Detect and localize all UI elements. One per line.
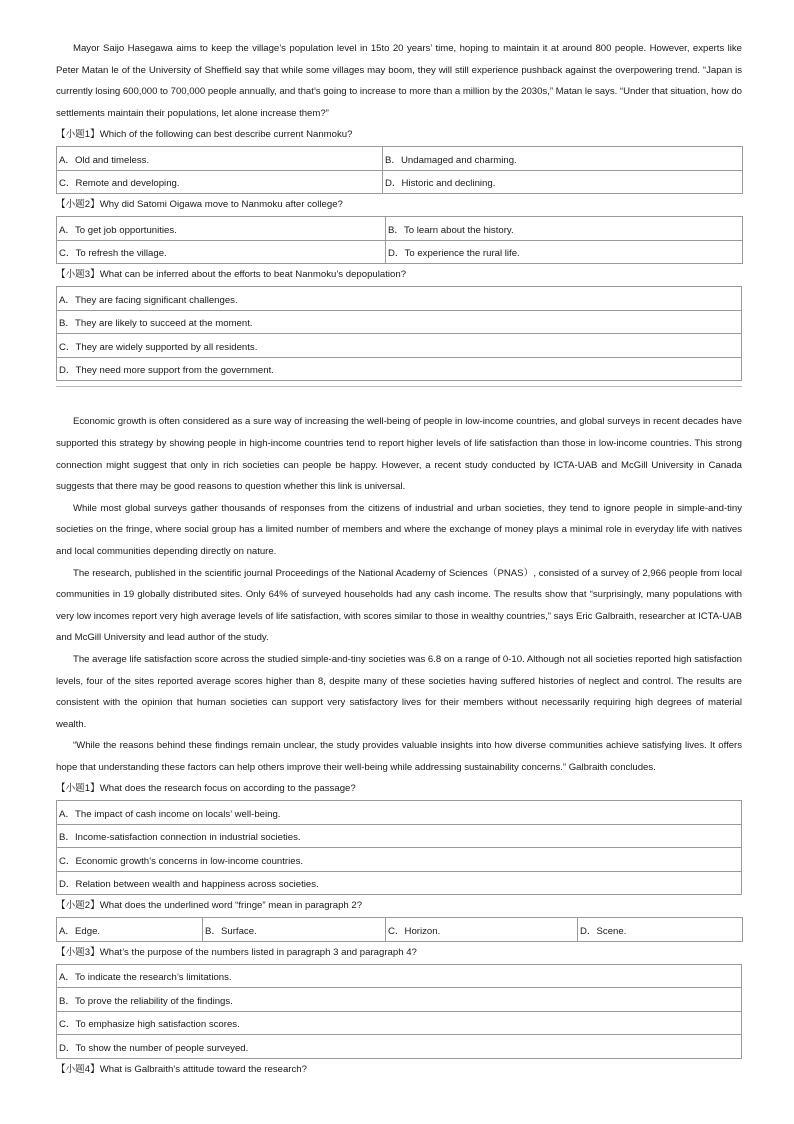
option-a[interactable]: A．They are facing significant challenges. <box>57 287 742 311</box>
option-a[interactable]: A．Old and timeless. <box>57 147 383 171</box>
option-b[interactable]: B．To learn about the history. <box>386 217 743 241</box>
question-stem: 【小题1】What does the research focus on according to the passage? <box>56 783 356 795</box>
options-table-2x2 <box>56 146 743 194</box>
passage-d-paragraph-2: While most global surveys gather thousands of responses from the citizens of industrial and urban societies, they tend to ignore people in simple-and-tiny societies on the fringe, where social group has a limited number of members and where the exchange of money plays a minimal role in everyday life with natives and local communities depending directly on nature. <box>56 502 742 557</box>
question-stem: 【小题4】What is Galbraith’s attitude toward the research? <box>56 1063 307 1075</box>
passage-d-paragraph-1: Economic growth is often considered as a sure way of increasing the well-being of people in low-income countries, and global surveys in recent decades have supported this strategy by showing people in high-income countries tend to report higher levels of life satisfaction than those in low-income countries. This strong connection might suggest that only in rich societies can people be happy. However, a recent study conducted by ICTA-UAB and McGill University in Canada suggests that there may be good reasons to question whether this link is universal. <box>56 416 742 493</box>
option-d[interactable]: D．They need more support from the government. <box>57 357 742 381</box>
option-d[interactable]: D．Scene. <box>578 918 743 942</box>
passage-d-paragraph-5: “While the reasons behind these findings remain unclear, the study provides valuable insights into how diverse communities achieve satisfying lives. It offers hope that understanding these factors can help others improve their well-being while addressing sustainability concerns.” Galbraith concludes. <box>56 740 742 773</box>
option-c[interactable]: C．Economic growth’s concerns in low-income countries. <box>57 848 742 872</box>
option-d[interactable]: D．To show the number of people surveyed. <box>57 1035 742 1059</box>
option-b[interactable]: B．Surface. <box>203 918 386 942</box>
options-table-4x1 <box>56 286 742 381</box>
option-d[interactable]: D．Historic and declining. <box>383 170 743 194</box>
option-b[interactable]: B．They are likely to succeed at the moment. <box>57 310 742 334</box>
question-stem: 【小题1】Which of the following can best describe current Nanmoku? <box>56 129 353 141</box>
option-a[interactable]: A．To indicate the research’s limitations. <box>57 964 742 988</box>
option-a[interactable]: A．The impact of cash income on locals’ well-being. <box>57 801 742 825</box>
option-d[interactable]: D．To experience the rural life. <box>386 240 743 264</box>
option-b[interactable]: B．To prove the reliability of the findings. <box>57 988 742 1012</box>
option-a[interactable]: A．Edge. <box>57 918 203 942</box>
exam-page <box>56 38 742 1081</box>
options-table-4x1 <box>56 964 742 1059</box>
passage-d-paragraph-4: The average life satisfaction score across the studied simple-and-tiny societies was 6.8 on a range of 0-10. Although not all societies reported high satisfaction levels, four of the sites reported average scores higher than 8, despite many of these societies having suffered histories of neglect and control. The results are consistent with the opinion that human societies can support very satisfactory lives for their members without necessarily requiring high degrees of material wealth. <box>56 653 742 730</box>
question-stem: 【小题3】What can be inferred about the efforts to beat Nanmoku’s depopulation? <box>56 269 407 281</box>
question-stem: 【小题3】What’s the purpose of the numbers listed in paragraph 3 and paragraph 4? <box>56 946 417 958</box>
options-table-2x2 <box>56 216 743 264</box>
option-a[interactable]: A．To get job opportunities. <box>57 217 386 241</box>
option-c[interactable]: C．Horizon. <box>386 918 578 942</box>
option-c[interactable]: C．They are widely supported by all residents. <box>57 334 742 358</box>
options-table-1x4 <box>56 917 743 942</box>
option-c[interactable]: C．To emphasize high satisfaction scores. <box>57 1011 742 1035</box>
option-d[interactable]: D．Relation between wealth and happiness across societies. <box>57 871 742 895</box>
passage-c-paragraph: Mayor Saijo Hasegawa aims to keep the village’s population level in 15to 20 years’ time, hoping to maintain it at around 800 people. However, experts like Peter Matan le of the University of Sheffield say that while some villages may boom, they will still experience pushback against the overpowering trend. “Japan is currently losing 600,000 to 700,000 people annually, and that’s going to increase to more than a million by the 2030s,” Matan le says. “Under that situation, how do settlements maintain their populations, let alone increase them?” <box>56 43 742 119</box>
option-c[interactable]: C．Remote and developing. <box>57 170 383 194</box>
option-b[interactable]: B．Income-satisfaction connection in industrial societies. <box>57 824 742 848</box>
passage-d-paragraph-3: The research, published in the scientific journal Proceedings of the National Academy of Sciences（PNAS）, consisted of a survey of 2,966 people from local communities in 19 globally distributed sites. Only 64% of surveyed households had any cash income. The results show that “surprisingly, many populations with very low incomes report very high average levels of life satisfaction, with scores similar to those in wealthy countries,” says Eric Galbraith, researcher at ICTA-UAB and McGill University and lead author of the study. <box>56 567 742 644</box>
option-c[interactable]: C．To refresh the village. <box>57 240 386 264</box>
question-stem: 【小题2】What does the underlined word “fringe” mean in paragraph 2? <box>56 900 363 912</box>
option-b[interactable]: B．Undamaged and charming. <box>383 147 743 171</box>
question-stem: 【小题2】Why did Satomi Oigawa move to Nanmoku after college? <box>56 199 343 211</box>
options-table-4x1 <box>56 800 742 895</box>
